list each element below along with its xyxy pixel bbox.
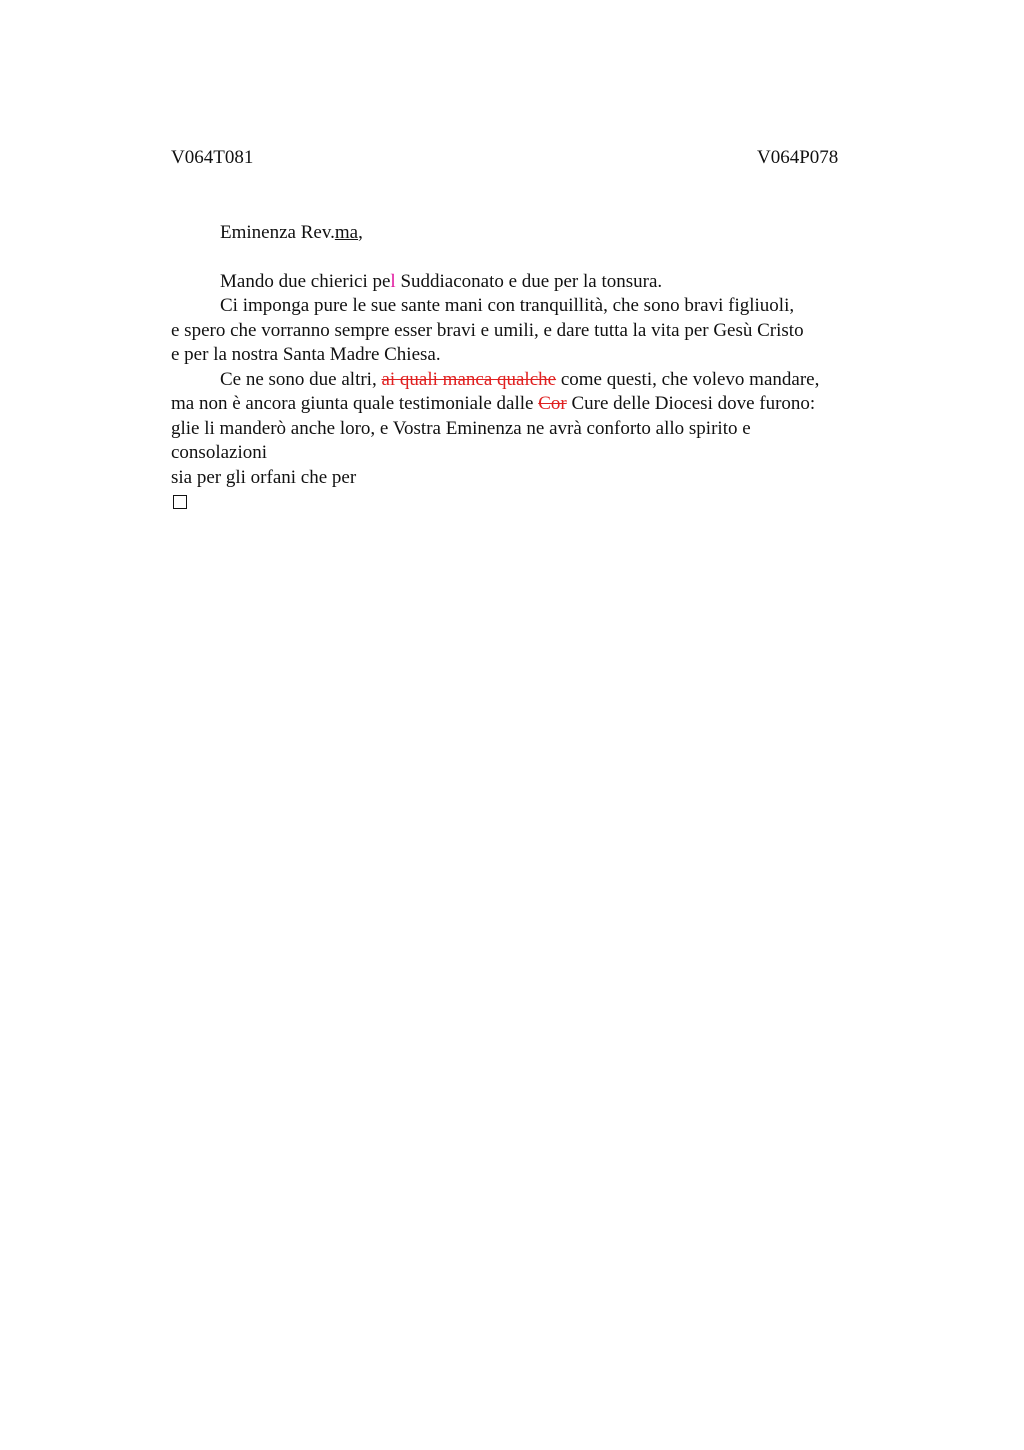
p1-text-a: Mando due chierici pe	[220, 270, 391, 292]
paragraph-3-line-2	[171, 392, 891, 417]
p1-insertion: l	[390, 270, 396, 292]
p1-text-b: Suddiaconato e due per la tonsura.	[395, 270, 663, 292]
paragraph-3-line-5: sia per gli orfani che per	[171, 466, 357, 488]
paragraph-2-line-3: e per la nostra Santa Madre Chiesa.	[171, 344, 441, 365]
p3-text-b: come questi, che volevo mandare,	[556, 368, 820, 390]
salutation-punct: ,	[358, 222, 363, 243]
empty-square-icon	[173, 495, 187, 509]
p3-text-c: ma non è ancora giunta quale testimoniale dalle	[171, 393, 539, 414]
document-code-right: V064P078	[757, 147, 839, 168]
p3-deletion-2: Cor	[538, 393, 567, 414]
paragraph-1	[171, 270, 891, 295]
placeholder-box	[171, 490, 891, 515]
p3-deletion-1: ai quali manca qualche	[381, 368, 557, 390]
p3-text-d: Cure delle Diocesi dove furono:	[566, 393, 816, 414]
paragraph-3-line-1	[171, 368, 891, 393]
p3-text-a: Ce ne sono due altri,	[220, 368, 382, 390]
paragraph-2-line-2: e spero che vorranno sempre esser bravi e umili, e dare tutta la vita per Gesù Cristo	[171, 319, 804, 341]
letter-body	[171, 221, 891, 515]
salutation-text: Eminenza Rev.	[220, 222, 335, 243]
paragraph-3-line-3: glie li manderò anche loro, e Vostra Eminenza ne avrà conforto allo spirito e	[171, 417, 751, 439]
paragraph-2-line-1: Ci imponga pure le sue sante mani con tranquillità, che sono bravi figliuoli,	[220, 295, 795, 316]
paragraph-3-line-4: consolazioni	[171, 442, 268, 463]
salutation-abbrev: ma	[334, 222, 359, 243]
salutation	[171, 221, 891, 246]
document-code-left: V064T081	[171, 147, 254, 168]
